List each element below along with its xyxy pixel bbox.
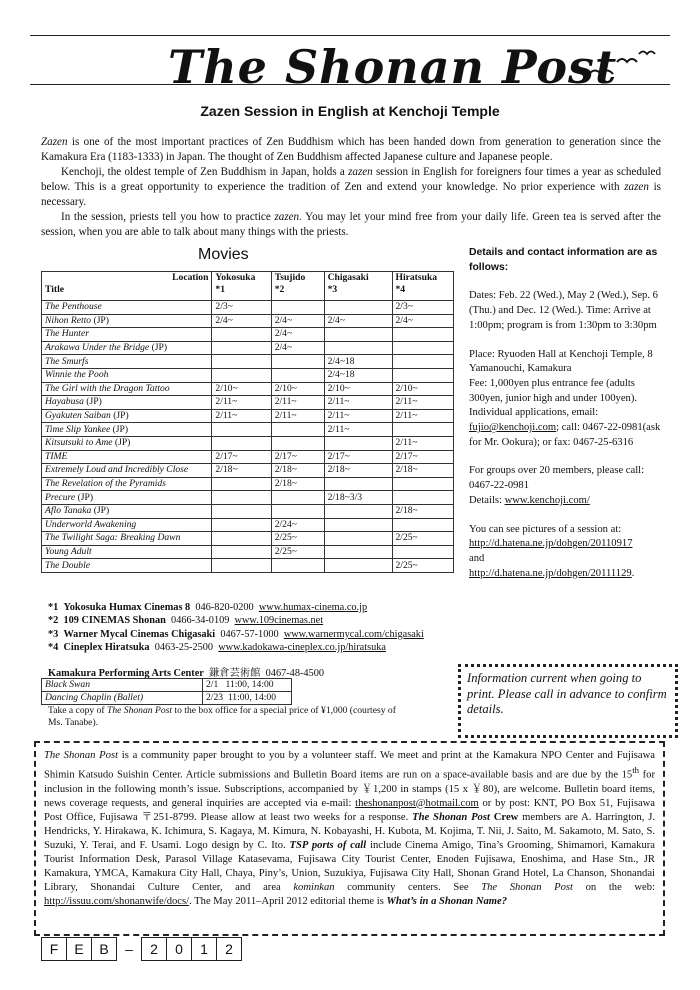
table-row [42,504,454,518]
cinema-name: Hiratsuka [395,272,438,283]
paper-name: The Shonan Post [44,750,119,761]
showing-date-cell [324,504,392,518]
movie-title-cell [42,450,212,464]
issue-month-char: B [91,937,117,961]
article-body [41,135,661,240]
table-row [42,450,454,464]
movie-title-cell [42,518,212,532]
movie-title-cell [42,382,212,396]
column-header [271,272,324,301]
performance-time: 2/1 11:00, 14:00 [206,679,274,690]
emphasis: Zazen [41,136,68,148]
showing-date-cell: 2/24~ [271,518,324,532]
text: Take a copy of [48,705,107,716]
showing-date-cell [271,504,324,518]
cinema-name [48,642,150,653]
movie-title: Aflo Tanaka [45,505,92,517]
performance-title-cell [42,692,203,705]
emphasis: The Shonan Post [107,705,173,716]
movie-title: The Revelation of the Pyramids [45,478,166,490]
cinema-phone: 0467-57-1000 [220,628,279,640]
showing-date-cell: 2/18~ [271,464,324,478]
movie-title: The Double [45,559,91,571]
showing-date-cell: 2/18~ [271,477,324,491]
cinema-mark: *1 [215,284,225,295]
period: . [631,567,635,579]
showing-date-cell: 2/10~ [212,382,271,396]
table-row [42,368,454,382]
table-row [42,436,454,450]
movie-title: Arakawa Under the Bridge [45,342,150,354]
group-info [469,464,664,508]
movie-title: Extremely Loud and Incredibly Close [45,464,189,476]
movie-title: The Hunter [45,328,89,340]
table-header-row [42,272,454,301]
showing-date-cell [271,423,324,437]
top-rule [30,35,670,36]
movie-title-cell [42,559,212,573]
table-row [42,692,292,705]
showing-date-cell [212,355,271,369]
showing-date-cell: 2/11~ [324,409,392,423]
showing-date-cell: 2/4~ [271,328,324,342]
issue-year-char: 1 [191,937,217,961]
showing-date-cell: 2/17~ [324,450,392,464]
birds-icon [585,48,657,84]
table-row [42,382,454,396]
showing-date-cell [324,328,392,342]
movie-title: Gyakuten Saiban [45,410,111,422]
theme: What’s in a Shonan Name? [386,895,508,907]
movie-title: Hayabusa [45,396,84,408]
paragraph [41,210,661,240]
showing-date-cell [392,545,454,559]
phone-fax: ; call: 0467-22-0981(ask for Mr. Ookura); or fax: 0467-25-6316 [469,422,661,448]
movie-title-cell [42,545,212,559]
showing-date-cell: 2/11~ [212,409,271,423]
table-row [42,518,454,532]
paper-name: The Shonan Post [481,881,573,893]
showing-date-cell [212,545,271,559]
showing-date-cell: 2/11~ [392,396,454,410]
issue-year-char: 2 [216,937,242,961]
showing-date-cell [324,559,392,573]
performances-table-body [42,679,292,705]
cinema-name: Tsujido [274,272,306,283]
performance-note: (Ballet) [111,692,144,703]
cinema-mark: *2 [274,284,285,295]
performance-title: Black Swan [45,679,91,690]
cinema-label: Cineplex Hiratsuka [63,641,150,653]
cinema-list [48,601,424,654]
text: is necessary. [41,181,661,208]
showing-date-cell [392,477,454,491]
showing-date-cell: 2/4~ [324,314,392,328]
movie-title-cell [42,355,212,369]
showing-date-cell [212,341,271,355]
fee: Fee: 1,000yen plus entrance fee (adults 300yen, junior high and under 100yen). Individual applications, email: [469,377,637,419]
movie-note: (JP) [75,491,94,503]
groups: For groups over 20 members, please call: 0467-22-0981 [469,465,645,492]
showing-date-cell [271,368,324,382]
emphasis: zazen [624,181,649,193]
table-row [42,464,454,478]
masthead-title: The Shonan Post [168,40,618,94]
cinema-mark: *4 [395,284,406,295]
showing-date-cell: 2/25~ [392,532,454,546]
performance-when [203,679,292,692]
showing-date-cell: 2/11~ [324,396,392,410]
performance-time: 2/23 11:00, 14:00 [206,692,276,703]
showing-date-cell: 2/17~ [212,450,271,464]
issue-month-char: E [66,937,92,961]
showing-date-cell [324,341,392,355]
table-row [42,491,454,505]
showing-date-cell: 2/3~ [392,301,454,315]
movie-title-cell [42,423,212,437]
movie-title-cell [42,328,212,342]
showing-date-cell [392,491,454,505]
cinema-entry [48,614,424,627]
text: community centers. See [334,881,482,893]
performance-when [203,692,292,705]
showing-date-cell [212,491,271,505]
website-link[interactable]: www.kenchoji.com/ [504,494,590,506]
showing-date-cell: 2/17~ [392,450,454,464]
showing-date-cell [212,436,271,450]
showing-date-cell [324,301,392,315]
text: You may let your mind free from your daily life. Green tea is served after the session, when you are able to talk about many things with the priests. [41,211,661,238]
movie-note: (JP) [149,342,168,354]
showing-date-cell [212,559,271,573]
showing-date-cell [271,436,324,450]
place: Place: Ryuoden Hall at Kenchoji Temple, 8 Yamanouchi, Kamakura [469,348,653,375]
details-label: Details: [469,494,505,506]
movie-title: The Penthouse [45,301,102,313]
showing-date-cell: 2/11~ [392,409,454,423]
movie-title-cell [42,301,212,315]
movie-title: TIME [45,450,68,462]
movie-title-cell [42,409,212,423]
showing-date-cell [212,532,271,546]
movie-note: (JP) [83,396,102,408]
cinema-entry [48,601,424,614]
showing-date-cell: 2/18~ [392,464,454,478]
showing-date-cell: 2/18~3/3 [324,491,392,505]
showing-date-cell: 2/4~ [271,314,324,328]
showing-date-cell [392,368,454,382]
showing-date-cell [212,328,271,342]
table-row [42,409,454,423]
showing-date-cell: 2/17~ [271,450,324,464]
movie-title: Nihon Retto [45,314,92,326]
showing-date-cell: 2/10~ [392,382,454,396]
table-row [42,355,454,369]
showing-date-cell: 2/4~ [212,314,271,328]
discount-note [48,705,408,729]
cinema-mark: *4 [48,641,59,653]
cinema-name [48,602,190,613]
table-row [42,545,454,559]
pictures-info [469,523,664,582]
showing-date-cell: 2/4~18 [324,368,392,382]
issue-year-char: 2 [141,937,167,961]
movie-note: (JP) [91,505,110,517]
showing-date-cell: 2/11~ [212,396,271,410]
table-row [42,301,454,315]
movie-title: Underworld Awakening [45,518,137,530]
about-box [34,741,665,936]
crew-word: Crew [489,811,519,823]
issue-date [41,937,242,961]
movie-title-cell [42,464,212,478]
movie-title-cell [42,532,212,546]
showing-date-cell: 2/18~ [324,464,392,478]
showing-date-cell [271,491,324,505]
notice-box: Information current when going to print. Please call in advance to confirm details. [458,664,678,738]
showing-date-cell [392,423,454,437]
time: Time: Arrive at 1:00pm; program is from 1:30pm to 3:30pm [469,305,657,331]
text: to the box office for a special price of ¥1,000 (courtesy of Ms. Tanabe). [48,705,396,728]
title-location-header [42,272,212,301]
details-sidebar [469,246,664,595]
showing-date-cell: 2/4~ [392,314,454,328]
email-link[interactable]: fujio@kenchoji.com [469,422,557,434]
location-label: Location [172,272,209,283]
showing-date-cell [271,559,324,573]
showing-date-cell: 2/10~ [324,382,392,396]
showing-date-cell [212,368,271,382]
table-row [42,341,454,355]
showing-date-cell: 2/11~ [324,423,392,437]
movie-title: The Girl with the Dragon Tattoo [45,382,170,394]
showing-date-cell [271,355,324,369]
movie-title-cell [42,341,212,355]
and-text: and [469,552,485,564]
movie-title: The Twilight Saga: Breaking Dawn [45,532,181,544]
web-link[interactable]: http://issuu.com/shonanwife/docs/ [44,895,190,907]
showing-date-cell: 2/18~ [392,504,454,518]
performance-title: Dancing Chaplin [45,692,112,703]
cinema-label: Warner Mycal Cinemas Chigasaki [63,628,216,640]
cinema-phone: 0463-25-2500 [154,641,214,653]
pictures-link-1[interactable]: http://d.hatena.ne.jp/dohgen/20110917 [469,538,633,550]
showing-date-cell: 2/18~ [212,464,271,478]
column-header [212,272,271,301]
cinema-mark: *1 [48,602,59,613]
movie-title-cell [42,477,212,491]
cinema-phone: 046-820-0200 [195,602,254,613]
table-row [42,328,454,342]
emphasis: kominkan [293,881,335,893]
cinema-link[interactable]: www.109cinemas.net [234,615,324,627]
showing-date-cell [392,341,454,355]
text: In the session, priests tell you how to practice [61,211,275,223]
movie-title-cell [42,504,212,518]
showing-date-cell [212,504,271,518]
text: or by post: KNT, PO Box 51, Fujisawa Post Office, Fujisawa 〒251-8799. Please allow at least two weeks for a response. [44,797,655,823]
ports-label: TSP ports of call [289,839,367,851]
cinema-entry [48,628,424,641]
showing-date-cell [324,532,392,546]
issue-separator: – [125,941,133,957]
cinema-name: Yokosuka [215,272,256,283]
movie-title-cell [42,368,212,382]
venue-name-jp: 鎌倉芸術館 [209,668,261,679]
issue-month-char: F [41,937,67,961]
details-heading: Details and contact information are as follows: [469,247,658,273]
text: Kenchoji, the oldest temple of Zen Buddhism in Japan, holds a [61,166,349,178]
movie-title-cell [42,396,212,410]
cinema-entry [48,641,424,654]
cinema-phone: 0466-34-0109 [171,615,230,627]
table-row [42,532,454,546]
text: members are A. Harrington, J. Hendricks, Y. Hirakawa, K. Ichimura, S. Kagaya, M. Kimura, N. Kobayashi, H. Kubota, M. Kojima, T. Nii, J. Saito, M. Sakamoto, M. Sato, S. Suzuki, Y. Terai, and F. Usami. Logo design by C. Ito. [44,811,656,851]
cinema-link[interactable]: www.kadokawa-cineplex.co.jp/hiratsuka [218,641,386,653]
movie-title: Young Adult [45,545,92,557]
showing-date-cell [324,436,392,450]
text: include Cinema Amigo, Tina’s Grooming, Shimamori, Kamakura Tourist Information Desk, Parasol Village Katasevama, Fujisawa City Tourist Center, Enoden Fujisawa, Enoshima, and Hase Stn., JR Kamakura, YMCA, Kamakura City Hall, Chaya, Piny’s, Union, Suzukiya, Fujisawa City Hall, Shonan Grand Hotel, La Chanson, Shonandai Library, Shonandai Culture Center, and area [44,839,656,893]
place-and-fee [469,348,664,451]
showing-date-cell: 2/11~ [271,409,324,423]
title-label: Title [45,284,65,295]
movie-note: (JP) [112,437,131,449]
showing-date-cell: 2/25~ [271,532,324,546]
movie-title: Winnie the Pooh [45,369,109,381]
showing-date-cell [212,423,271,437]
cinema-mark: *2 [48,615,59,627]
performance-title-cell [42,679,203,692]
showing-date-cell: 2/11~ [271,396,324,410]
pictures-text: You can see pictures of a session at: [469,523,622,535]
column-header [392,272,454,301]
table-row [42,477,454,491]
showing-date-cell [392,355,454,369]
cinema-name [48,615,166,626]
showing-date-cell: 2/3~ [212,301,271,315]
showing-date-cell [392,518,454,532]
performances-table [41,678,292,705]
showing-date-cell: 2/25~ [271,545,324,559]
table-row [42,423,454,437]
showing-date-cell [324,518,392,532]
emphasis: zazen [348,166,373,178]
cinema-label: Yokosuka Humax Cinemas 8 [63,602,191,613]
movies-table-body [42,301,454,573]
email-link[interactable]: theshonanpost@hotmail.com [355,797,479,809]
cinema-link[interactable]: www.warnermycal.com/chigasaki [283,628,424,640]
cinema-label: 109 CINEMAS Shonan [63,615,166,627]
emphasis: zazen. [274,211,302,223]
showing-date-cell [324,545,392,559]
movie-title-cell [42,314,212,328]
movie-title-cell [42,436,212,450]
dates: Dates: Feb. 22 (Wed.), May 2 (Wed.), Sep. 6 (Thu.) and Dec. 12 (Wed.). [469,290,658,317]
table-row [42,396,454,410]
paragraph [41,135,661,165]
cinema-mark: *3 [327,284,338,295]
showing-date-cell: 2/4~18 [324,355,392,369]
text: for inclusion in the following month’s issue. Subscriptions, accompanied by ￥1,200 in stamps (15 x ￥80), are welcome. Bulletin board items, news coverage requests, and general inquiries are accepted via e-mail: [44,769,655,809]
movies-heading: Movies [198,246,249,263]
movie-note: (JP) [110,423,129,435]
showing-date-cell: 2/11~ [392,436,454,450]
table-row [42,314,454,328]
movie-title: The Smurfs [45,355,89,367]
text: on the web: [573,881,655,893]
text: is a community paper brought to you by a volunteer staff. We meet and print at the Kamakura NPO Center and Fujisawa Shimin Katsudo Suishin Center. Article submissions and Bulletin Board items are run on a space-available basis and are due by the 15 [44,750,655,781]
schedule [469,289,664,333]
movie-title: Precure [45,491,76,503]
movie-note: (JP) [110,410,129,422]
movie-title: Kitsutsuki to Ame [45,437,113,449]
text: is one of the most important practices of Zen Buddhism which has been handed down from generation to generation since the Kamakura Era (1183-1333) in Japan. The thought of Zen Buddhism affected Japanese culture and Japanese people. [41,136,661,163]
showing-date-cell: 2/10~ [271,382,324,396]
showing-date-cell: 2/4~ [271,341,324,355]
issue-year-char: 0 [166,937,192,961]
cinema-link[interactable]: www.humax-cinema.co.jp [258,602,368,613]
showing-date-cell: 2/25~ [392,559,454,573]
performing-arts-heading [48,664,324,679]
venue-name: Kamakura Performing Arts Center [48,668,204,679]
pictures-link-2[interactable]: http://d.hatena.ne.jp/dohgen/20111129 [469,567,632,579]
crew-label: The Shonan Post [412,811,490,823]
movie-title: Time Slip Yankee [45,423,111,435]
showing-date-cell [212,518,271,532]
text: . The May 2011–April 2012 editorial theme is [189,895,387,907]
showing-date-cell [392,328,454,342]
table-row [42,559,454,573]
movie-note: (JP) [91,314,109,326]
text: session in English for foreigners four times a year as scheduled below. This is a great opportunity to experience the tradition of Zen and extend your knowledge. No prior experience with [41,166,662,193]
masthead-rule [30,84,670,85]
cinema-name [48,629,215,640]
showing-date-cell [271,301,324,315]
superscript: th [632,765,640,775]
article-headline: Zazen Session in English at Kenchoji Temple [200,103,500,119]
showing-date-cell [324,477,392,491]
movies-table [41,271,454,573]
column-header [324,272,392,301]
movie-title-cell [42,491,212,505]
cinema-mark: *3 [48,628,59,640]
table-row [42,679,292,692]
venue-phone: 0467-48-4500 [265,668,324,679]
showing-date-cell [212,477,271,491]
paragraph [41,165,661,210]
cinema-name: Chigasaki [327,272,369,283]
